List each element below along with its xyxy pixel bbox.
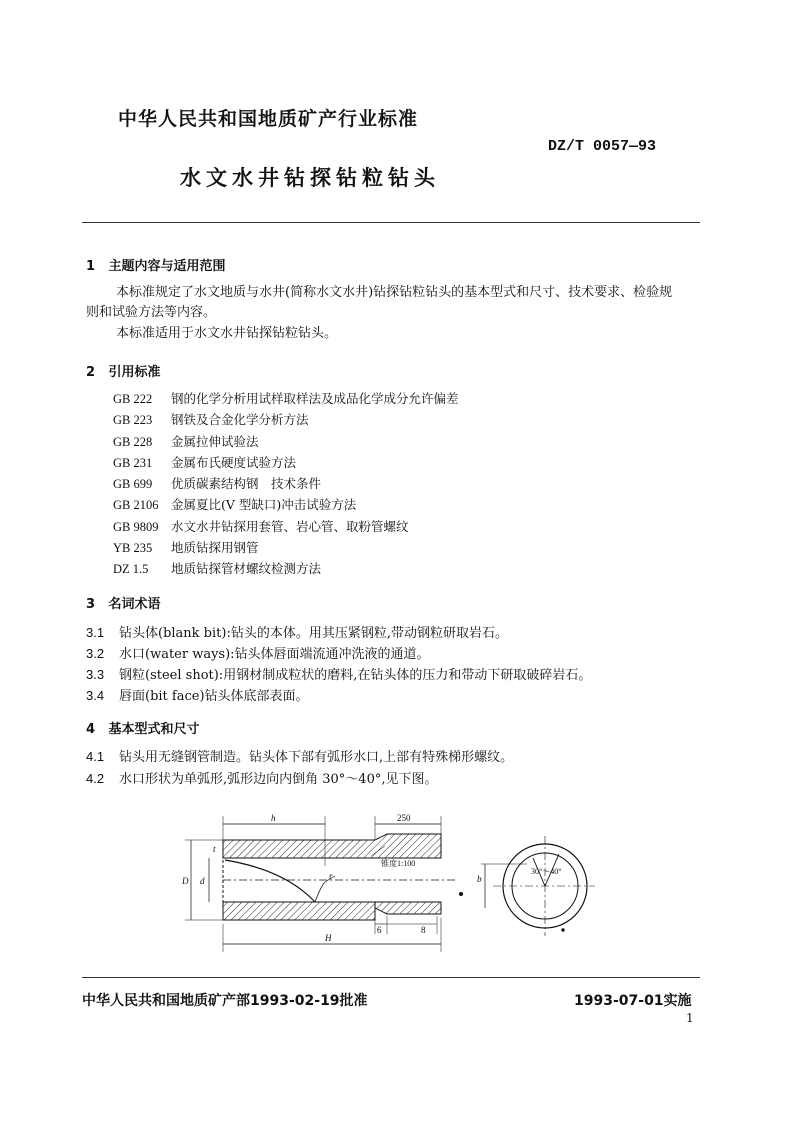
reference-code: GB 2106	[113, 498, 159, 513]
reference-item	[113, 537, 459, 558]
section-number: 3	[86, 597, 96, 612]
clause-number: 4.1	[86, 749, 105, 764]
reference-code: GB 231	[113, 455, 153, 470]
approval-date: 中华人民共和国地质矿产部1993-02-19批准	[82, 993, 368, 1009]
clause-4-2	[86, 768, 437, 787]
page-number: 1	[686, 1011, 694, 1025]
reference-item	[113, 409, 459, 430]
section-title: 引用标准	[108, 365, 161, 380]
section-1-heading	[86, 255, 226, 274]
issuing-authority: 中华人民共和国地质矿产行业标准	[118, 108, 419, 130]
reference-code: GB 228	[113, 434, 153, 449]
clause-number: 3.1	[86, 625, 105, 640]
section-number: 1	[86, 259, 96, 274]
reference-code: GB 699	[113, 477, 153, 492]
reference-title: 金属夏比(V 型缺口)冲击试验方法	[170, 497, 357, 513]
reference-code: GB 9809	[113, 519, 159, 534]
label-h: h	[271, 813, 276, 823]
clause-number: 4.2	[86, 771, 105, 786]
reference-item	[113, 388, 459, 409]
reference-title: 地质钻探管材螺纹检测方法	[170, 561, 321, 577]
label-r: r	[329, 871, 333, 881]
section-1-paragraph-2: 本标准适用于水文水井钻探钻粒钻头。	[116, 326, 338, 341]
label-b: b	[477, 874, 482, 884]
clause-3-2	[86, 643, 430, 662]
reference-code: YB 235	[113, 541, 153, 556]
section-1-paragraph-line-2: 则和试验方法等内容。	[86, 305, 217, 320]
section-3-heading	[86, 593, 161, 612]
reference-item	[113, 494, 459, 515]
reference-title: 优质碳素结构钢 技术条件	[170, 476, 321, 492]
side-view	[185, 816, 455, 952]
upper-wall	[223, 834, 441, 858]
reference-title: 金属布氏硬度试验方法	[170, 454, 296, 470]
reference-title: 金属拉伸试验法	[170, 433, 259, 449]
clause-text: 唇面(bit face)钻头体底部表面。	[119, 689, 309, 704]
water-way-arc	[225, 860, 315, 902]
end-view	[460, 836, 596, 936]
reference-code: GB 222	[113, 392, 153, 406]
clause-4-1	[86, 746, 513, 765]
reference-item	[113, 473, 459, 494]
section-number: 2	[86, 365, 96, 380]
reference-title: 地质钻探用钢管	[170, 540, 259, 556]
reference-title: 钢铁及合金化学分析方法	[170, 412, 309, 428]
reference-item	[113, 452, 459, 473]
reference-item	[113, 516, 459, 537]
reference-title: 钢的化学分析用试样取样法及成品化学成分允许偏差	[170, 391, 459, 406]
drill-bit-drawing	[175, 806, 595, 966]
clause-3-1	[86, 622, 508, 641]
section-4-heading	[86, 718, 200, 737]
clause-text: 钢粒(steel shot):用钢材制成粒状的磨料,在钻头体的压力和带动下研取破碎岩石。	[119, 668, 592, 683]
standard-code: DZ/T 0057—93	[548, 138, 657, 155]
label-H: H	[325, 933, 332, 943]
clause-text: 钻头用无缝钢管制造。钻头体下部有弧形水口,上部有特殊梯形螺纹。	[119, 750, 514, 765]
clause-3-4	[86, 685, 309, 704]
header-divider	[82, 222, 700, 223]
document-title: 水文水井钻探钻粒钻头	[180, 166, 440, 190]
label-angle: 30°～40°	[531, 867, 562, 876]
footer-divider	[82, 977, 700, 978]
reference-code: GB 223	[113, 413, 153, 428]
section-1-paragraph-line-1: 本标准规定了水文地质与水井(简称水文水井)钻探钻粒钻头的基本型式和尺寸、技术要求、检验规	[116, 285, 673, 300]
section-title: 主题内容与适用范围	[108, 259, 226, 274]
section-2-heading	[86, 361, 161, 380]
reference-item	[113, 431, 459, 452]
section-title: 基本型式和尺寸	[108, 722, 200, 737]
section-number: 4	[86, 722, 96, 737]
label-8: 8	[421, 925, 426, 935]
clause-text: 水口形状为单弧形,弧形边向内倒角 30°～40°,见下图。	[119, 772, 438, 787]
clause-number: 3.3	[86, 667, 105, 682]
implementation-date: 1993-07-01实施	[574, 993, 692, 1009]
clause-number: 3.4	[86, 688, 105, 703]
clause-3-3	[86, 664, 591, 683]
reference-code: DZ 1.5	[113, 562, 149, 577]
label-250: 250	[397, 813, 411, 823]
label-6: 6	[377, 925, 382, 935]
clause-text: 水口(water ways):钻头体唇面端流通冲洗液的通道。	[119, 647, 430, 662]
label-d: d	[200, 876, 205, 886]
clause-number: 3.2	[86, 646, 105, 661]
label-taper: 锥度1:100	[381, 859, 416, 868]
label-D: D	[182, 876, 189, 886]
section-title: 名词术语	[108, 597, 161, 612]
label-t: t	[213, 844, 216, 854]
lower-wall	[223, 902, 441, 920]
clause-text: 钻头体(blank bit):钻头的本体。用其压紧钢粒,带动钢粒研取岩石。	[119, 626, 508, 641]
reference-title: 水文水井钻探用套管、岩心管、取粉管螺纹	[170, 518, 409, 534]
reference-item	[113, 558, 459, 579]
referenced-standards-list	[113, 388, 459, 580]
